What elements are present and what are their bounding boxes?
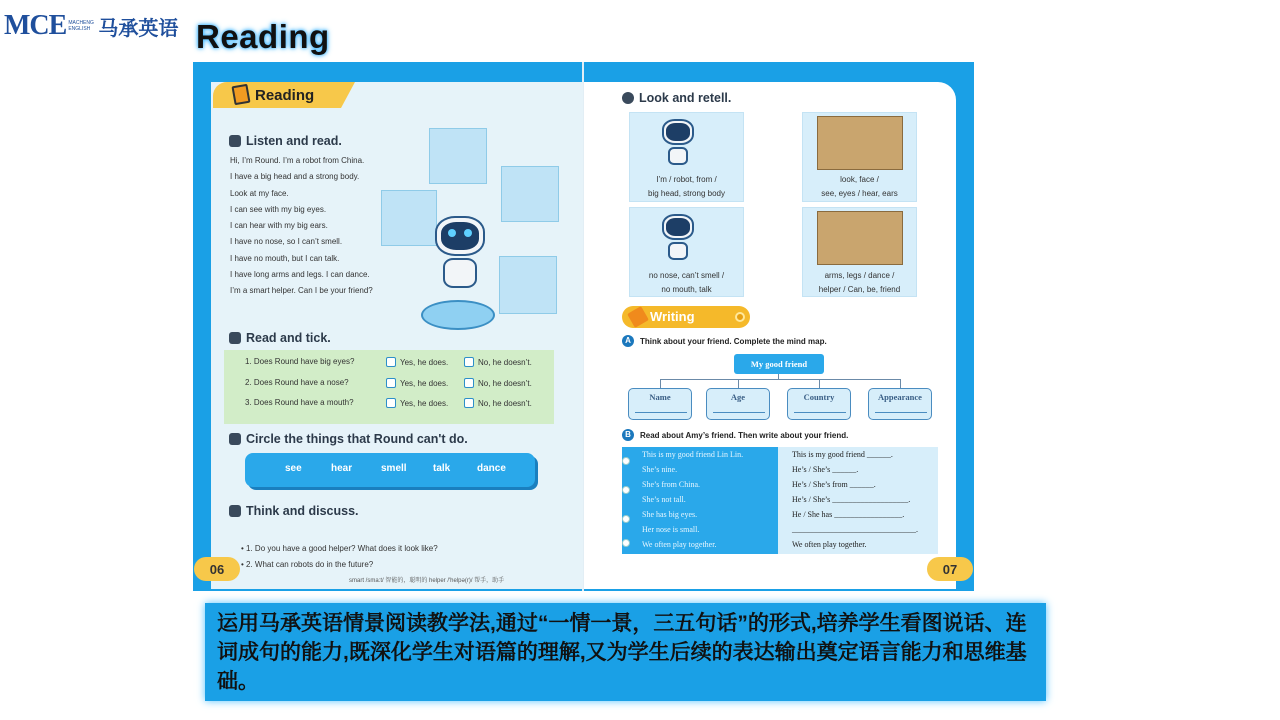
tick-heading: [229, 331, 331, 345]
retell-card: [802, 112, 917, 202]
caption-box: [205, 603, 1046, 701]
vocab-gloss: smart /sma:t/ 智能的，聪明的 helper /'helpə(r)/ 帮手，助手: [349, 578, 505, 584]
mind-map-line: [900, 379, 901, 388]
binder-ring: [622, 515, 630, 523]
card-caption: no nose, can’t smell /: [648, 271, 725, 280]
mind-map-line: [738, 379, 739, 388]
logo-mark: MCE: [4, 10, 67, 41]
room-scene: [817, 116, 903, 170]
tick-exercise: [224, 350, 554, 424]
mind-map-line: [660, 379, 661, 388]
model-line: She’s from China.: [642, 480, 700, 489]
writing-band: [622, 306, 750, 328]
pencil-icon: [627, 306, 649, 328]
word-talk[interactable]: talk: [433, 463, 451, 474]
tick-row: [224, 352, 554, 372]
listen-heading: [229, 134, 342, 148]
tick-no-option[interactable]: No, he doesn’t.: [464, 357, 532, 367]
card-caption: arms, legs / dance /: [824, 271, 895, 280]
think-heading: [229, 504, 359, 518]
listen-heading-text: Listen and read.: [246, 134, 342, 148]
checkbox[interactable]: [464, 378, 474, 388]
blank-line[interactable]: _______________________________.: [792, 525, 918, 534]
badge-a: A: [622, 335, 634, 347]
story-line: I can hear with my big ears.: [230, 221, 328, 231]
mind-map-root: My good friend: [734, 354, 824, 374]
instruction-b-text: Read about Amy’s friend. Then write about your friend.: [640, 430, 849, 440]
story-line: Hi, I’m Round. I’m a robot from China.: [230, 156, 365, 165]
model-line: She has big eyes.: [642, 510, 698, 519]
page-number-right: 07: [927, 557, 973, 581]
circle-heading-text: Circle the things that Round can't do.: [246, 432, 468, 446]
checkbox[interactable]: [386, 378, 396, 388]
room-scene: [817, 211, 903, 265]
story-line: Look at my face.: [230, 188, 289, 198]
model-line: We often play together.: [642, 540, 717, 549]
word-bar: [245, 453, 535, 487]
model-line: Her nose is small.: [642, 525, 700, 534]
your-friend-blanks[interactable]: [792, 447, 938, 552]
binder-ring: [622, 539, 630, 547]
logo-chinese: 马承英语: [98, 17, 179, 40]
tick-yes-option[interactable]: Yes, he does.: [386, 357, 448, 367]
model-line: This is my good friend Lin Lin.: [642, 450, 744, 459]
pedestal-shape: [421, 300, 495, 330]
circle-heading: [229, 432, 468, 446]
badge-b: B: [622, 429, 634, 441]
logo-subtext: MACHENG ENGLISH: [68, 20, 94, 32]
reading-band: [213, 82, 341, 108]
blank-line[interactable]: We often play together.: [792, 540, 867, 549]
card-caption: helper / Can, be, friend: [818, 285, 901, 294]
tick-row: [224, 393, 554, 413]
page-number-left: 06: [194, 557, 240, 581]
word-smell[interactable]: smell: [381, 463, 407, 474]
instruction-a-text: Think about your friend. Complete the mind map.: [640, 336, 827, 346]
story-text: [230, 155, 400, 302]
card-caption: I’m / robot, from /: [656, 175, 717, 184]
amy-model-text: [622, 447, 778, 554]
think-question: • 1. Do you have a good helper? What does it look like?: [241, 544, 438, 553]
card-caption: no mouth, talk: [661, 285, 712, 294]
mind-node-country[interactable]: Country: [787, 388, 851, 420]
robot-illustration: [381, 128, 571, 333]
instruction-b: [622, 429, 848, 441]
amy-friend-box: [622, 447, 938, 554]
story-line: I’m a smart helper. Can I be your friend?: [230, 286, 373, 296]
blank-line[interactable]: He / She has _________________.: [792, 510, 905, 519]
binder-ring: [622, 486, 630, 494]
writing-label: Writing: [650, 309, 695, 324]
blank-line[interactable]: He’s / She’s from ______.: [792, 480, 876, 489]
blank-line[interactable]: He’s / She’s ______.: [792, 465, 859, 474]
tick-no-option[interactable]: No, he doesn’t.: [464, 398, 532, 408]
retell-card: [802, 207, 917, 297]
binder-ring: [622, 457, 630, 465]
textbook-spread: [193, 62, 974, 591]
microphone-icon: [622, 92, 634, 104]
tick-row: [224, 373, 554, 393]
card-caption: see, eyes / hear, ears: [821, 189, 898, 198]
right-page: [584, 82, 956, 589]
robot-panel: [381, 190, 437, 246]
headphones-icon: [229, 135, 241, 147]
tick-yes-option[interactable]: Yes, he does.: [386, 378, 448, 388]
reading-band-label: Reading: [255, 87, 315, 104]
tick-yes-option[interactable]: Yes, he does.: [386, 398, 448, 408]
slide-title: Reading: [196, 18, 330, 55]
model-line: She’s not tall.: [642, 495, 686, 504]
mind-node-name[interactable]: Name: [628, 388, 692, 420]
tick-question: 3. Does Round have a mouth?: [245, 398, 354, 407]
story-line: I have no nose, so I can’t smell.: [230, 237, 343, 247]
caption-text: 运用马承英语情景阅读教学法,通过“一情一景，三五句话”的形式,培养学生看图说话、连词成句的能力,既深化学生对语篇的理解,又为学生后续的表达输出奠定语言能力和思维基础。: [217, 612, 1027, 693]
tick-question: 1. Does Round have big eyes?: [245, 357, 355, 366]
model-line: She’s nine.: [642, 465, 678, 474]
card-caption: look, face /: [840, 175, 879, 184]
tick-question: 2. Does Round have a nose?: [245, 378, 349, 387]
think-questions: [241, 544, 438, 576]
retell-heading: [622, 91, 731, 105]
card-caption: big head, strong body: [648, 189, 725, 198]
mind-node-age[interactable]: Age: [706, 388, 770, 420]
tick-heading-text: Read and tick.: [246, 331, 331, 345]
robot-panel: [501, 166, 559, 222]
instruction-a: [622, 335, 827, 347]
story-line: I can see with my big eyes.: [230, 204, 327, 214]
story-line: I have a big head and a strong body.: [230, 172, 360, 182]
story-line: I have no mouth, but I can talk.: [230, 253, 340, 263]
think-question: • 2. What can robots do in the future?: [241, 560, 374, 569]
retell-card: [629, 112, 744, 202]
word-hear[interactable]: hear: [331, 463, 353, 474]
pencil-icon: [229, 433, 241, 445]
book-icon: [231, 84, 250, 105]
retell-card: [629, 207, 744, 297]
checkbox[interactable]: [464, 398, 474, 408]
discuss-icon: [229, 505, 241, 517]
blank-line[interactable]: This is my good friend ______.: [792, 450, 893, 459]
checkbox[interactable]: [386, 398, 396, 408]
pencil-icon: [229, 332, 241, 344]
think-heading-text: Think and discuss.: [246, 504, 359, 518]
story-line: I have long arms and legs. I can dance.: [230, 270, 370, 280]
checkbox[interactable]: [386, 357, 396, 367]
blank-line[interactable]: He’s / She’s ___________________.: [792, 495, 911, 504]
mind-map-line: [660, 379, 900, 380]
word-see[interactable]: see: [285, 463, 302, 474]
retell-heading-text: Look and retell.: [639, 91, 732, 105]
mind-map-line: [819, 379, 820, 388]
left-page: [211, 82, 583, 589]
mind-node-appearance[interactable]: Appearance: [868, 388, 932, 420]
checkbox[interactable]: [464, 357, 474, 367]
dot-icon: [735, 312, 745, 322]
tick-no-option[interactable]: No, he doesn’t.: [464, 378, 532, 388]
robot-panel: [429, 128, 487, 184]
logo: [4, 6, 178, 46]
robot-panel: [499, 256, 557, 314]
word-dance[interactable]: dance: [477, 463, 506, 474]
